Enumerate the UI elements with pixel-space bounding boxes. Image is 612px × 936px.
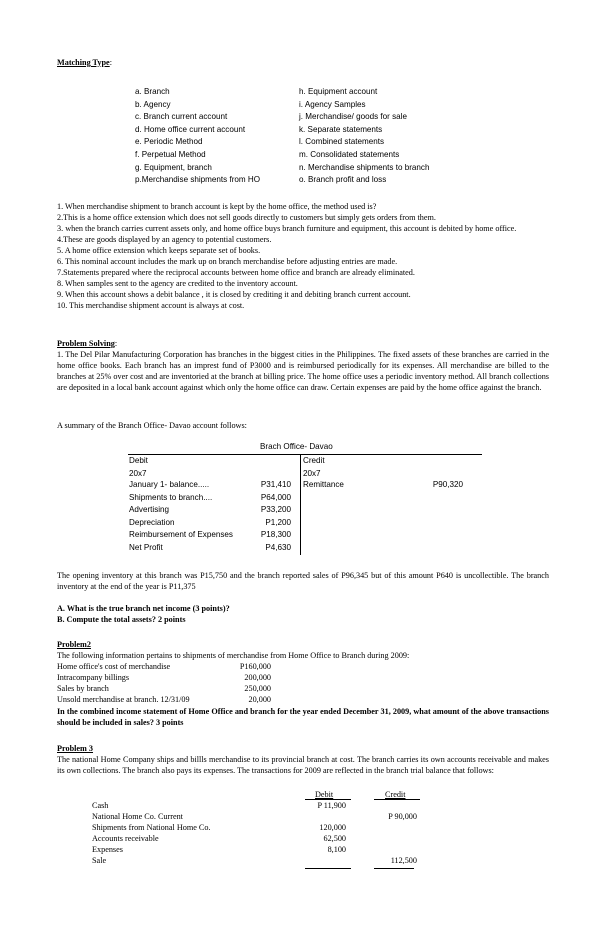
- matching-left-item: g. Equipment, branch: [135, 162, 212, 172]
- matching-right-item: k. Separate statements: [299, 124, 383, 134]
- problem2-item-label: Intracompany billings: [57, 673, 130, 682]
- debit-entry: [129, 504, 291, 517]
- debit-entry-amount: P31,410: [260, 480, 291, 489]
- matching-left-item: a. Branch: [135, 87, 170, 96]
- question-a: A. What is the true branch net income (3 points)?: [57, 604, 230, 613]
- debit-entry: [129, 517, 291, 530]
- summary-intro: A summary of the Branch Office- Davao account follows:: [57, 421, 247, 430]
- debit-year: 20x7: [129, 468, 147, 478]
- matching-left-item: d. Home office current account: [135, 124, 246, 134]
- problem2-intro: The following information pertains to shipments of merchandise from Home Office to Branch during 2009:: [57, 651, 410, 660]
- debit-entry-label: Depreciation: [129, 517, 175, 527]
- opening-inventory-text: The opening inventory at this branch was P15,750 and the branch reported sales of P96,345 but of this amount P640 is uncollectible. The branch inventory at the end of the year is P11,375: [57, 571, 549, 591]
- debit-entry-amount: P64,000: [260, 492, 291, 502]
- t-account-credit-header: [303, 455, 325, 480]
- matching-right-item: l. Combined statements: [299, 137, 385, 147]
- trial-balance-rows: [92, 800, 417, 866]
- sale-credit-rule: [374, 868, 414, 869]
- debit-entry: [129, 479, 291, 492]
- t-account-credit-entries: [303, 479, 463, 492]
- trial-balance-debit: P 11,900: [317, 801, 346, 810]
- problem2-item-label: Unsold merchandise at branch. 12/31/09: [57, 695, 190, 704]
- question-item: 7.Statements prepared where the reciprocal accounts between home office and branch are already eliminated.: [57, 268, 415, 277]
- debit-entry-label: Advertising: [129, 505, 170, 515]
- debit-label: Debit: [129, 456, 148, 465]
- debit-entry-label: January 1- balance.....: [129, 480, 210, 489]
- question-item: 6. This nominal account includes the mark up on branch merchandise before adjusting entries are made.: [57, 257, 398, 266]
- matching-right-item: i. Agency Samples: [299, 99, 366, 109]
- sale-debit-rule: [305, 868, 351, 869]
- matching-left-item: e. Periodic Method: [135, 137, 203, 147]
- problem2-item-amount: P160,000: [239, 662, 271, 671]
- trial-balance-debit: 120,000: [319, 823, 346, 832]
- matching-right-item: o. Branch profit and loss: [299, 175, 387, 185]
- debit-entry-amount: P33,200: [260, 505, 291, 515]
- trial-balance-credit-header: Credit: [385, 790, 406, 799]
- trial-balance-account: Cash: [92, 801, 109, 810]
- question-item: 5. A home office extension which keeps separate set of books.: [57, 246, 261, 255]
- problem2-item: [57, 661, 271, 672]
- problem2-heading: Problem2: [57, 640, 91, 649]
- matching-right-item: m. Consolidated statements: [299, 149, 400, 159]
- trial-balance-row: [92, 811, 417, 822]
- matching-heading: Matching Type: [57, 58, 110, 67]
- problem-1-text: 1. The Del Pilar Manufacturing Corporation has branches in the biggest cities in the Philippines. The fixed assets of these branches are carried in the home office books. Each branch has an imprest fund of P3000 and is reimbursed periodically for its expenses. All merchandise are billed to the branches at 25% over cost and are inventoried at the branch at billing price. The home office uses a periodic inventory method. All branch collections are deposited in a local bank account against which only the home office can draw. Certain expenses are paid by the home office against the branch.: [57, 350, 549, 392]
- t-account-title: Brach Office- Davao: [260, 442, 333, 451]
- problem-solving-heading: Problem Solving: [57, 339, 115, 348]
- credit-label: Credit: [303, 456, 325, 465]
- question-item: 10. This merchandise shipment account is always at cost.: [57, 301, 245, 310]
- matching-right-column: [299, 86, 429, 187]
- debit-entry-label: Net Profit: [129, 542, 163, 552]
- matching-left-item: c. Branch current account: [135, 112, 228, 122]
- t-account-debit-entries: [129, 479, 291, 555]
- question-item: 2.This is a home office extension which does not sell goods directly to customers but simply gets orders from them.: [57, 213, 436, 222]
- trial-balance-account: Shipments from National Home Co.: [92, 823, 211, 832]
- question-item: 9. When this account shows a debit balance , it is closed by crediting it and debiting branch current account.: [57, 290, 411, 299]
- debit-entry-amount: P1,200: [265, 517, 291, 527]
- credit-year: 20x7: [303, 468, 321, 478]
- question-item: 1. When merchandise shipment to branch account is kept by the home office, the method used is?: [57, 202, 377, 211]
- matching-heading-colon: :: [109, 58, 112, 67]
- credit-entry-label: Remittance: [303, 480, 344, 489]
- problem2-item: [57, 683, 271, 694]
- problem2-item: [57, 694, 271, 705]
- trial-balance-debit: 8,100: [327, 845, 346, 854]
- trial-balance-credit: P 90,000: [388, 812, 417, 821]
- debit-entry: [129, 492, 291, 505]
- question-item: 4.These are goods displayed by an agency to potential customers.: [57, 235, 272, 244]
- problem2-item: [57, 672, 271, 683]
- problem2-item-amount: 20,000: [248, 695, 271, 704]
- debit-entry: [129, 529, 291, 542]
- problem2-question: In the combined income statement of Home Office and branch for the year ended December 31, 2009, what amount of the above transactions should be included in sales? 3 points: [57, 707, 549, 727]
- question-b: B. Compute the total assets? 2 points: [57, 615, 186, 624]
- problem2-item-amount: 200,000: [244, 673, 271, 682]
- credit-entry-amount: P90,320: [432, 480, 463, 489]
- question-item: 3. when the branch carries current assets only, and home office buys branch furniture and equipment, this account is debited by home office.: [57, 224, 517, 233]
- trial-balance-debit: 62,500: [323, 834, 346, 843]
- matching-left-item: f. Perpetual Method: [135, 149, 206, 159]
- trial-balance-row: [92, 855, 417, 866]
- debit-entry: [129, 542, 291, 555]
- debit-entry-amount: P18,300: [260, 530, 291, 540]
- problem2-items: [57, 661, 271, 705]
- matching-questions: [57, 201, 549, 311]
- debit-entry-amount: P4,630: [265, 542, 291, 552]
- matching-left-item: b. Agency: [135, 99, 171, 109]
- trial-balance-debit-header: Debit: [315, 790, 334, 799]
- matching-left-item: p.Merchandise shipments from HO: [135, 175, 261, 185]
- trial-balance-row: [92, 833, 417, 844]
- trial-balance-row: [92, 800, 417, 811]
- trial-balance-account: Expenses: [92, 845, 123, 854]
- problem2-item-amount: 250,000: [244, 684, 271, 693]
- problem3-heading: Problem 3: [57, 744, 94, 753]
- trial-balance-account: Sale: [92, 856, 107, 865]
- trial-balance-credit: 112,500: [390, 856, 417, 865]
- matching-right-item: h. Equipment account: [299, 87, 378, 96]
- credit-entry: [303, 479, 463, 492]
- matching-right-item: n. Merchandise shipments to branch: [299, 162, 430, 172]
- debit-entry-label: Shipments to branch....: [129, 492, 213, 502]
- trial-balance-account: National Home Co. Current: [92, 812, 183, 821]
- t-account-debit-header: [129, 455, 148, 480]
- question-item: 8. When samples sent to the agency are credited to the inventory account.: [57, 279, 298, 288]
- problem-solving-heading-line: [57, 338, 117, 349]
- debit-entry-label: Reimbursement of Expenses: [129, 530, 233, 540]
- problem2-item-label: Sales by branch: [57, 684, 109, 693]
- t-account-divider: [300, 454, 301, 555]
- matching-right-item: j. Merchandise/ goods for sale: [299, 112, 407, 122]
- trial-balance-account: Accounts receivable: [92, 834, 159, 843]
- matching-heading-line: [57, 57, 112, 68]
- problem-solving-heading-colon: :: [114, 339, 118, 348]
- problem2-item-label: Home office's cost of merchandise: [57, 662, 171, 671]
- trial-balance-row: [92, 822, 417, 833]
- trial-balance-row: [92, 844, 417, 855]
- problem3-text: The national Home Company ships and billls merchandise to its provincial branch at cost. The branch carries its own accounts receivable and makes its own collections. The branch also pays its expenses. The transactions for 2009 are reflected in the branch trial balance that follows:: [57, 755, 549, 775]
- matching-left-column: [135, 86, 260, 187]
